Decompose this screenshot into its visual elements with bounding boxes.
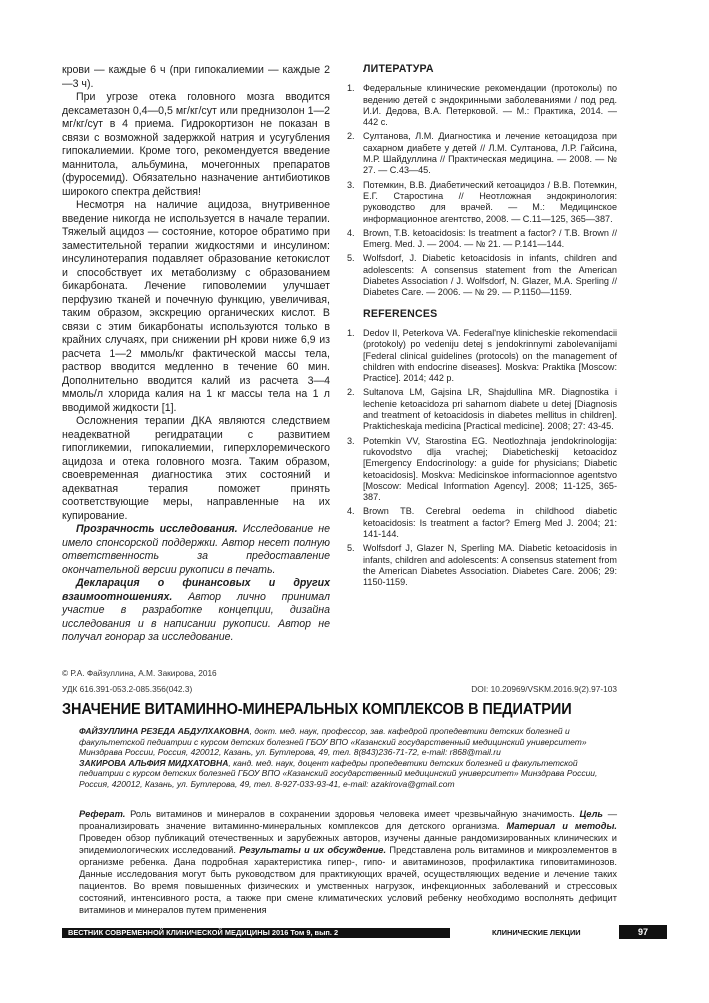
udc-doi-line bbox=[62, 684, 617, 694]
journal-name: ВЕСТНИК СОВРЕМЕННОЙ КЛИНИЧЕСКОЙ МЕДИЦИНЫ 2016 Том 9, вып. 2 bbox=[62, 928, 450, 938]
reference-text: Султанова, Л.М. Диагностика и лечение кетоацидоза при сахарном диабете у детей // Л.М. Султанова, Л.Р. Гайсина, М.Р. Шайдуллина // Практическая медицина. — 2008. — № 27. — С.43—45. bbox=[363, 131, 617, 176]
reference-number: 4. bbox=[347, 227, 355, 238]
reference-item bbox=[347, 180, 617, 225]
reference-text: Potemkin VV, Starostina EG. Neotlozhnaja jendokrinologija: rukovodstvo dlja vrachej; Diabeticheskij ketoacidoz [Emergency Endocrinology: a guide for physicians; Diabetic ketoacidosis]. Moskva: Medicinskoe informacionnoe agentstvo [Moscow: Medical Information Agency]. 2008; 11-125, 365-387. bbox=[363, 435, 617, 503]
reference-text: Потемкин, В.В. Диабетический кетоацидоз / В.В. Потемкин, Е.Г. Старостина // Неотложная эндокринология: руководство для врачей. — М.: Медицинское информационное агентство, 2008. — С.11—125, 365—387. bbox=[363, 179, 617, 224]
abstract-text: Представлена роль витаминов и микроэлементов в организме ребенка. Дана подробная характеристика гипер-, гипо- и авитаминозов, профилактика гиповитаминозов. Данные исследования могут быть руководством для практикующих врачей, осуществляющих ведение и лечение таких пациентов. Во время повышенных физических и умственных нагрузок, инфекционных заболеваний и стрессовых состояний, интенсивного роста, а также при смене климатических условий ребенку необходимо восполнять дефицит витаминов и минералов путем применения bbox=[79, 845, 617, 915]
author-affiliation: , канд. мед. наук, доцент кафедры пропедевтики детских болезней и факультетской педиатрии с курсом детских болезней ГБОУ ВПО «Казанский государственный медицинский университет» Минздрава России, Россия, 420012, Казань, ул. Бутлерова, 49, тел. 8-927-033-93-41, e-mail: azakirova@gmail.com bbox=[79, 757, 598, 789]
transparency-text: Исследование не имело спонсорской поддержки. Автор несет полную ответственность за предоставление окончательной версии рукописи в печать. bbox=[62, 523, 331, 576]
reference-number: 1. bbox=[347, 327, 355, 338]
reference-item bbox=[347, 328, 617, 384]
goal-label: Цель bbox=[579, 809, 603, 819]
reference-text: Brown, T.B. ketoacidosis: Is treatment a factor? / T.B. Brown // Emerg. Med. J. — 2004. — № 21. — P.141—144. bbox=[363, 227, 617, 250]
page-number: 97 bbox=[619, 925, 667, 939]
paragraph: Осложнения терапии ДКА являются следствием неадекватной регидратации с развитием гипогликемии, гипокалиемии, гиперхлоремического ацидоза и отека головного мозга. Таким образом, своевременная диагностика этих состояний и адекватная терапия поможет принять соответствующие меры, направленные на их купирование. bbox=[62, 415, 330, 522]
literature-list bbox=[347, 83, 617, 298]
left-column bbox=[62, 64, 330, 645]
udc-code: УДК 616.391-053.2-085.356(042.3) bbox=[62, 684, 193, 694]
authors-block bbox=[79, 726, 617, 790]
reference-item bbox=[347, 253, 617, 298]
reference-number: 4. bbox=[347, 506, 355, 517]
reference-text: Wolfsdorf, J. Diabetic ketoacidosis in infants, children and adolescents: A consensus statement from the American Diabetes Association / J. Wolfsdorf, N. Glazer, M.A. Sperling // Diabetes Care. — 2006. — № 29. — P.1150—1159. bbox=[363, 253, 617, 298]
reference-text: Dedov II, Peterkova VA. Federal'nye klinicheskie rekomendacii (protokoly) po vedeniju detej s jendokrinnymi zabolevanijami [Federal clinical guidelines (protocols) on the management of children with endocrine diseases]. Moskva: Praktika [Moscow: Practice]. 2014; 442 p. bbox=[363, 327, 617, 384]
paragraph: крови — каждые 6 ч (при гипокалиемии — каждые 2—3 ч). bbox=[62, 64, 330, 90]
author-name: ФАЙЗУЛЛИНА РЕЗЕДА АБДУЛХАКОВНА bbox=[79, 726, 250, 736]
reference-number: 5. bbox=[347, 543, 355, 554]
results-label: Результаты и их обсуждение. bbox=[239, 845, 387, 855]
author-name: ЗАКИРОВА АЛЬФИЯ МИДХАТОВНА bbox=[79, 757, 229, 768]
section-name: КЛИНИЧЕСКИЕ ЛЕКЦИИ bbox=[492, 928, 581, 937]
declaration-label: Декларация о финансовых и других взаимоотношениях. bbox=[62, 577, 330, 603]
reference-number: 3. bbox=[347, 435, 355, 446]
right-column bbox=[347, 64, 617, 591]
reference-item bbox=[347, 506, 617, 540]
paragraph: При угрозе отека головного мозга вводится дексаметазон 0,4—0,5 мг/кг/сут или преднизолон 1—2 мг/кг/сут в 4 приема. Гидрокортизон не показан в связи с возможной задержкой натрия и усугубления гипокалиемии. Кроме того, рекомендуется введение маннитола, альбумина, мочегонных препаратов (фуросемид). Обязательно назначение антибиотиков широкого спектра действия! bbox=[62, 91, 330, 198]
reference-number: 2. bbox=[347, 131, 355, 142]
reference-item bbox=[347, 131, 617, 176]
abstract-text: Роль витаминов и минералов в сохранении здоровья человека имеет чрезвычайную значимость. bbox=[125, 809, 580, 819]
declaration-statement bbox=[62, 577, 330, 645]
declaration-text: Автор лично принимал участие в разработке концепции, дизайна исследования и в написании рукописи. Автор не получал гонорар за исследование. bbox=[62, 590, 330, 643]
abstract-label: Реферат. bbox=[79, 809, 126, 819]
reference-item bbox=[347, 436, 617, 504]
abstract-text: — проанализировать значение витаминно-минеральных комплексов для детского организма. bbox=[79, 809, 617, 831]
references-heading: REFERENCES bbox=[363, 307, 438, 320]
reference-text: Федеральные клинические рекомендации (протоколы) по ведению детей с эндокринными заболеваниями / под ред. И.И. Дедова, В.А. Петерковой. — М.: Практика, 2014. — 442 с. bbox=[363, 83, 617, 128]
abstract bbox=[79, 808, 617, 916]
reference-number: 2. bbox=[347, 387, 355, 398]
page-footer bbox=[62, 927, 648, 938]
transparency-statement bbox=[62, 523, 330, 577]
reference-item bbox=[347, 83, 617, 128]
abstract-text: Проведен обзор публикаций отечественных и зарубежных авторов, изучены данные рандомизированных клинических и эпидемиологических исследований. bbox=[79, 833, 617, 855]
reference-text: Wolfsdorf J, Glazer N, Sperling MA. Diabetic ketoacidosis in infants, children and adolescents: A consensus statement from the American Diabetes Association. Diabetes Care. 2006; 29: 1150-1159. bbox=[363, 543, 617, 588]
transparency-label: Прозрачность исследования. bbox=[76, 523, 238, 535]
reference-text: Brown TB. Cerebral oedema in childhood diabetic ketoacidosis: Is treatment a factor? Emerg Med J. 2004; 21: 141-144. bbox=[363, 506, 617, 539]
copyright-line: © Р.А. Файзуллина, А.М. Закирова, 2016 bbox=[62, 668, 217, 678]
doi-link[interactable]: DOI: 10.20969/VSKM.2016.9(2).97-103 bbox=[471, 684, 617, 694]
reference-item bbox=[347, 543, 617, 588]
reference-number: 5. bbox=[347, 253, 355, 264]
reference-number: 3. bbox=[347, 179, 355, 190]
reference-item bbox=[347, 387, 617, 432]
paragraph: Несмотря на наличие ацидоза, внутривенное введение никогда не используется в начале терапии. Тяжелый ацидоз — состояние, которое обратимо при заместительной терапии жидкостями и инсулином: инсулинотерапия подавляет образование кетокислот и способствует их метаболизму с образованием бикарбоната. Лечение гиповолемии улучшает перфузию тканей и почечную функцию, увеличивая, таким образом, экскрецию органических кислот. В связи с этим бикарбонаты используются только в крайних случаях, при снижении pH крови ниже 6,9 из расчета 1—2 ммоль/кг фактической массы тела, раствор вводится медленно в течение 60 мин. Дополнительно вводится калий из расчета 3—4 ммоль/л хлорида калия на 1 кг массы тела на 1 л вводимой жидкости [1]. bbox=[62, 199, 330, 414]
reference-text: Sultanova LM, Gajsina LR, Shajdullina MR. Diagnostika i lechenie ketoacidoza pri saharnom diabete u detej [Diagnosis and treatment of ketoacidosis in diabetes mellitus in children]. Prakticheskaja medicina [Practical medicine]. 2008; 27: 43-45. bbox=[363, 387, 617, 432]
literature-heading: ЛИТЕРАТУРА bbox=[363, 63, 434, 75]
reference-item bbox=[347, 228, 617, 251]
article-title: ЗНАЧЕНИЕ ВИТАМИННО-МИНЕРАЛЬНЫХ КОМПЛЕКСОВ В ПЕДИАТРИИ bbox=[62, 701, 572, 718]
references-list bbox=[347, 328, 617, 589]
author-affiliation: , докт. мед. наук, профессор, зав. кафедрой пропедевтики детских болезней и факультетской педиатрии с курсом детских болезней ГБОУ ВПО «Казанский государственный медицинский университет» Минздрава России, Россия, 420012, Казань, ул. Бутлерова, 49, тел. 8(843)236-71-72, e-mail: r868@mail.ru bbox=[79, 726, 587, 758]
methods-label: Материал и методы. bbox=[506, 821, 617, 831]
reference-number: 1. bbox=[347, 83, 355, 94]
